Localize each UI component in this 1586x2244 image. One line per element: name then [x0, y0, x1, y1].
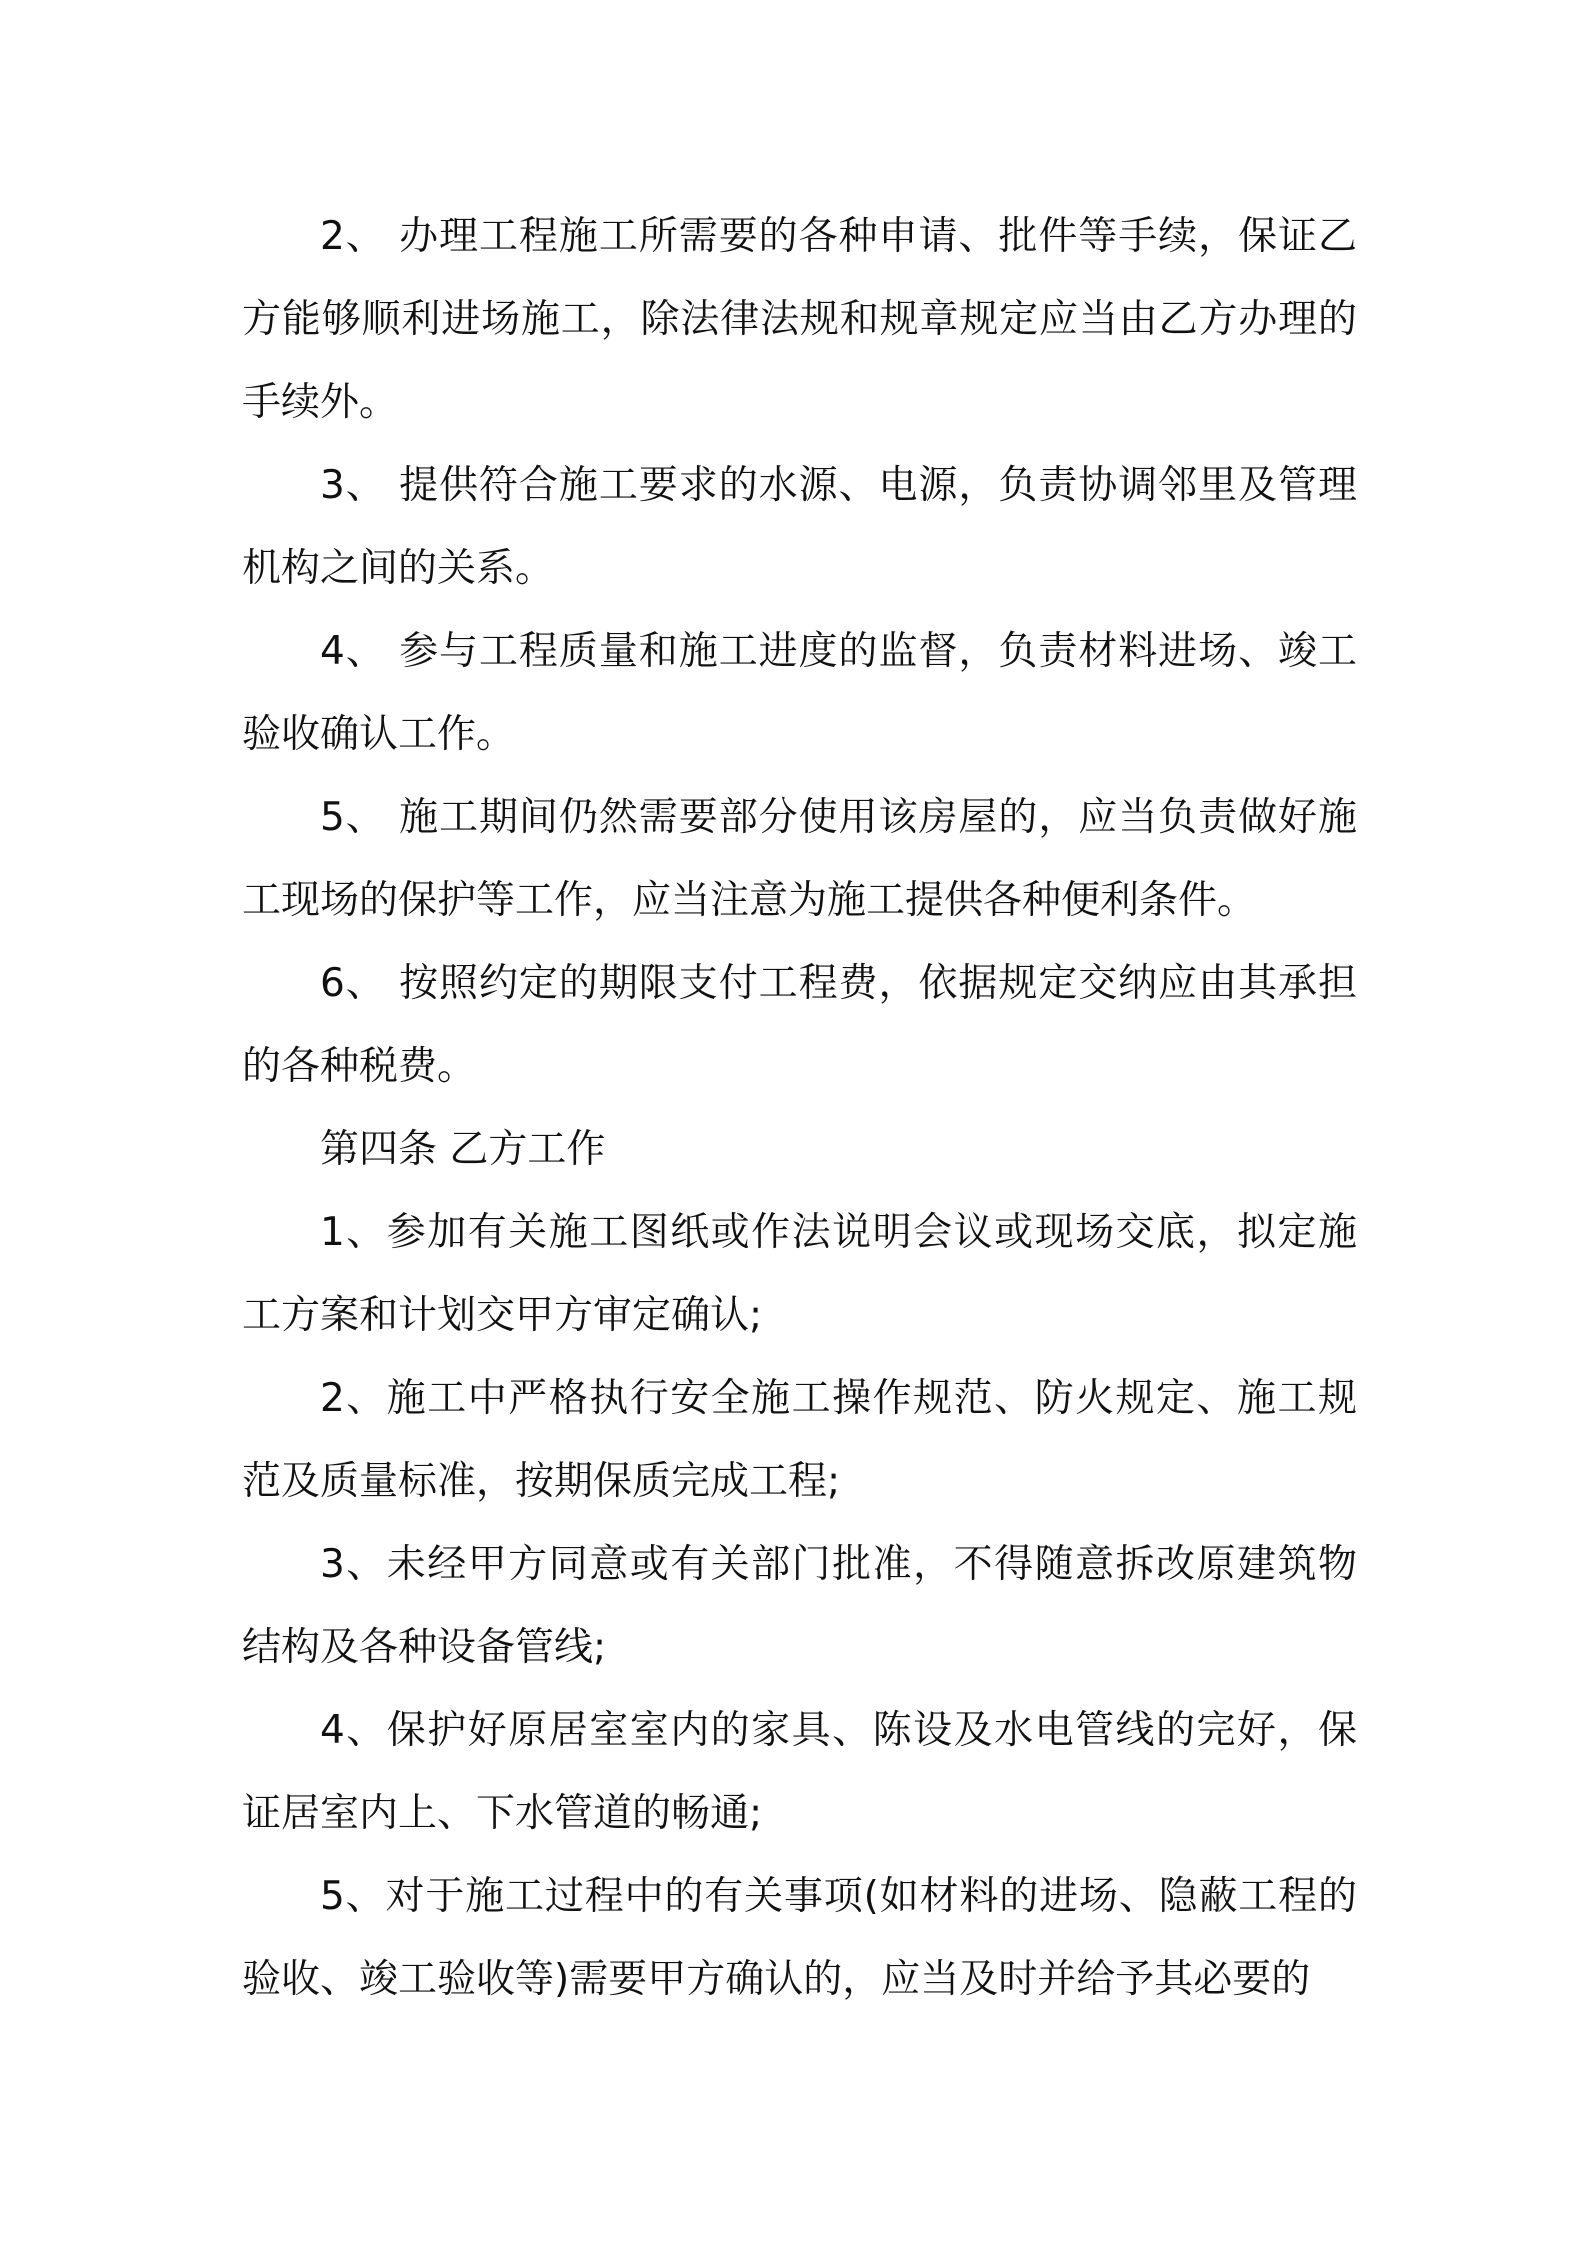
clause-party-b-5: 5、对于施工过程中的有关事项(如材料的进场、隐蔽工程的验收、竣工验收等)需要甲方确认的，应当及时并给予其必要的: [242, 1874, 1357, 2002]
contract-body: [242, 195, 1357, 2021]
clause-party-b-2: 2、施工中严格执行安全施工操作规范、防火规定、施工规范及质量标准，按期保质完成工程;: [242, 1376, 1357, 1504]
clause-party-b-3: 3、未经甲方同意或有关部门批准，不得随意拆改原建筑物结构及各种设备管线;: [242, 1542, 1357, 1670]
clause-party-a-4: 4、 参与工程质量和施工进度的监督，负责材料进场、竣工验收确认工作。: [242, 629, 1357, 757]
clause-party-a-5: 5、 施工期间仍然需要部分使用该房屋的，应当负责做好施工现场的保护等工作，应当注意为施工提供各种便利条件。: [242, 795, 1357, 923]
clause-party-a-2: 2、 办理工程施工所需要的各种申请、批件等手续，保证乙方能够顺利进场施工，除法律法规和规章规定应当由乙方办理的手续外。: [242, 214, 1357, 425]
clause-party-b-1: 1、参加有关施工图纸或作法说明会议或现场交底，拟定施工方案和计划交甲方审定确认;: [242, 1210, 1357, 1338]
section-heading-article-4: 第四条 乙方工作: [320, 1127, 606, 1172]
clause-party-a-6: 6、 按照约定的期限支付工程费，依据规定交纳应由其承担的各种税费。: [242, 961, 1357, 1089]
clause-party-b-4: 4、保护好原居室室内的家具、陈设及水电管线的完好，保证居室内上、下水管道的畅通;: [242, 1708, 1357, 1836]
clause-party-a-3: 3、 提供符合施工要求的水源、电源，负责协调邻里及管理机构之间的关系。: [242, 463, 1357, 591]
